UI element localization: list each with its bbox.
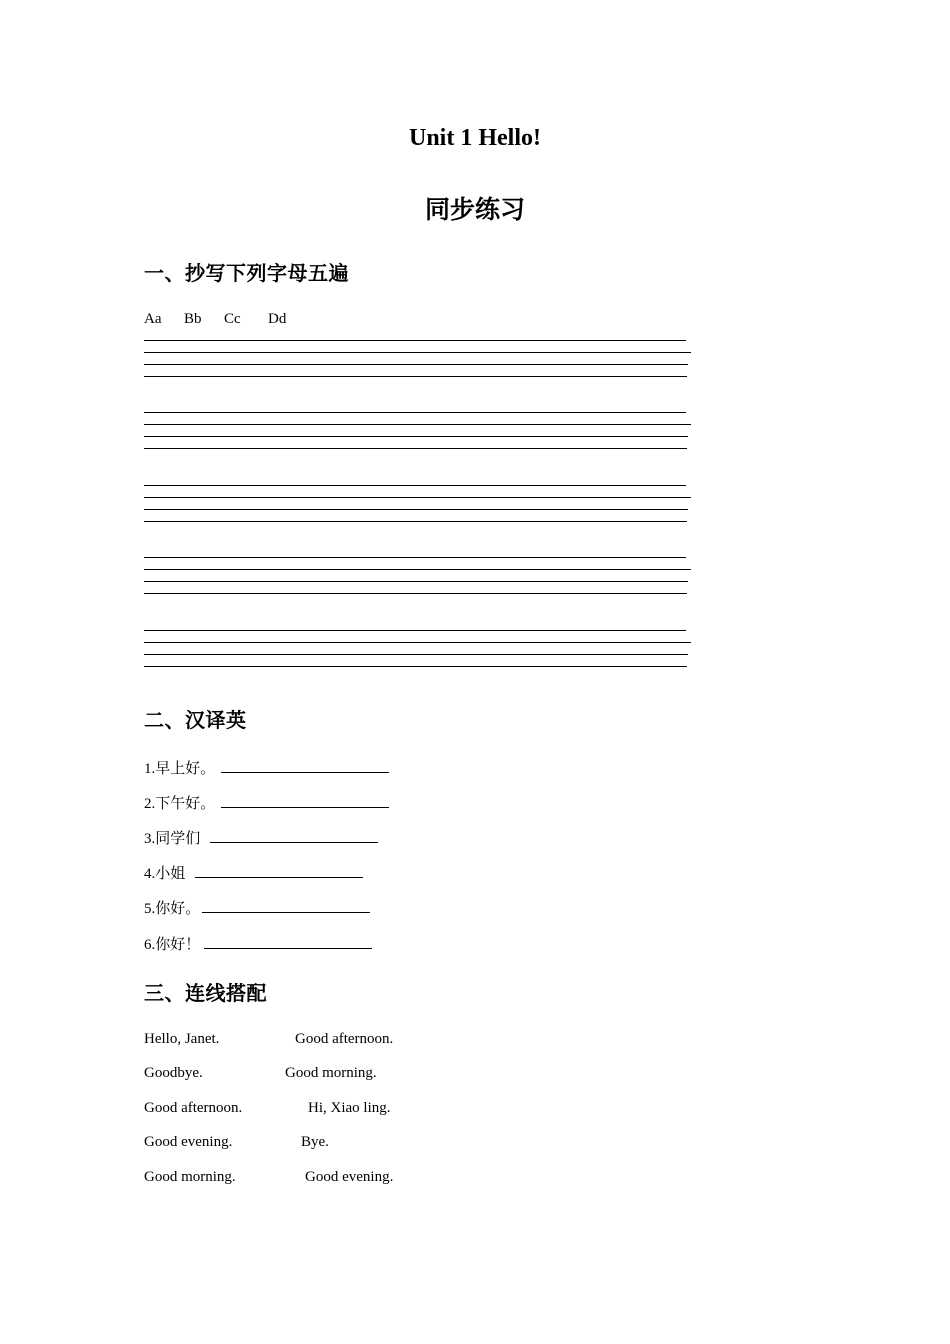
writing-line xyxy=(144,436,688,437)
answer-blank[interactable] xyxy=(221,758,389,773)
match-left-item[interactable]: Goodbye. xyxy=(144,1065,203,1081)
answer-blank[interactable] xyxy=(204,934,372,949)
writing-lines[interactable] xyxy=(144,412,692,452)
writing-line xyxy=(144,654,688,655)
translation-prompt: 4.小姐 xyxy=(144,866,186,882)
translation-item xyxy=(144,897,370,918)
translation-item xyxy=(144,792,389,813)
translation-prompt: 3.同学们 xyxy=(144,831,201,847)
letter-pair: Aa xyxy=(144,311,162,327)
writing-line xyxy=(144,352,691,353)
letters-row xyxy=(144,311,286,328)
writing-line xyxy=(144,340,686,341)
writing-line xyxy=(144,569,691,570)
document-subtitle: 同步练习 xyxy=(424,195,525,224)
writing-line xyxy=(144,521,687,522)
writing-lines[interactable] xyxy=(144,485,692,525)
writing-lines[interactable] xyxy=(144,340,692,380)
writing-line xyxy=(144,424,691,425)
translation-item xyxy=(144,757,389,778)
writing-line xyxy=(144,364,688,365)
letter-pair: Dd xyxy=(268,311,287,327)
writing-line xyxy=(144,509,688,510)
writing-line xyxy=(144,557,686,558)
translation-prompt: 5.你好。 xyxy=(144,901,201,917)
match-left-item[interactable]: Good evening. xyxy=(144,1134,233,1150)
answer-blank[interactable] xyxy=(202,898,370,913)
answer-blank[interactable] xyxy=(221,793,389,808)
answer-blank[interactable] xyxy=(210,828,378,843)
writing-line xyxy=(144,376,687,377)
match-right-item[interactable]: Good morning. xyxy=(285,1065,377,1081)
writing-line xyxy=(144,593,687,594)
match-right-item[interactable]: Good evening. xyxy=(305,1169,394,1185)
writing-lines[interactable] xyxy=(144,557,692,597)
section-heading-copy-letters: 一、抄写下列字母五遍 xyxy=(144,261,349,285)
match-left-item[interactable]: Good afternoon. xyxy=(144,1100,243,1116)
answer-blank[interactable] xyxy=(195,863,363,878)
writing-line xyxy=(144,630,686,631)
writing-line xyxy=(144,642,691,643)
translation-prompt: 2.下午好。 xyxy=(144,796,216,812)
writing-lines[interactable] xyxy=(144,630,692,670)
match-right-item[interactable]: Bye. xyxy=(301,1134,329,1150)
section-heading-matching: 三、连线搭配 xyxy=(144,981,267,1005)
writing-line xyxy=(144,581,688,582)
translation-prompt: 1.早上好。 xyxy=(144,761,216,777)
translation-item xyxy=(144,827,378,848)
match-right-item[interactable]: Hi, Xiao ling. xyxy=(308,1100,391,1116)
letter-pair: Bb xyxy=(184,311,202,327)
translation-item xyxy=(144,933,372,954)
document-title: Unit 1 Hello! xyxy=(409,125,541,151)
match-right-item[interactable]: Good afternoon. xyxy=(295,1031,394,1047)
writing-line xyxy=(144,666,687,667)
writing-line xyxy=(144,412,686,413)
match-left-item[interactable]: Hello, Janet. xyxy=(144,1031,220,1047)
section-heading-translate: 二、汉译英 xyxy=(144,708,247,732)
translation-item xyxy=(144,862,363,883)
writing-line xyxy=(144,497,691,498)
letter-pair: Cc xyxy=(224,311,241,327)
translation-prompt: 6.你好！ xyxy=(144,937,201,953)
match-left-item[interactable]: Good morning. xyxy=(144,1169,236,1185)
writing-line xyxy=(144,485,686,486)
writing-line xyxy=(144,448,687,449)
